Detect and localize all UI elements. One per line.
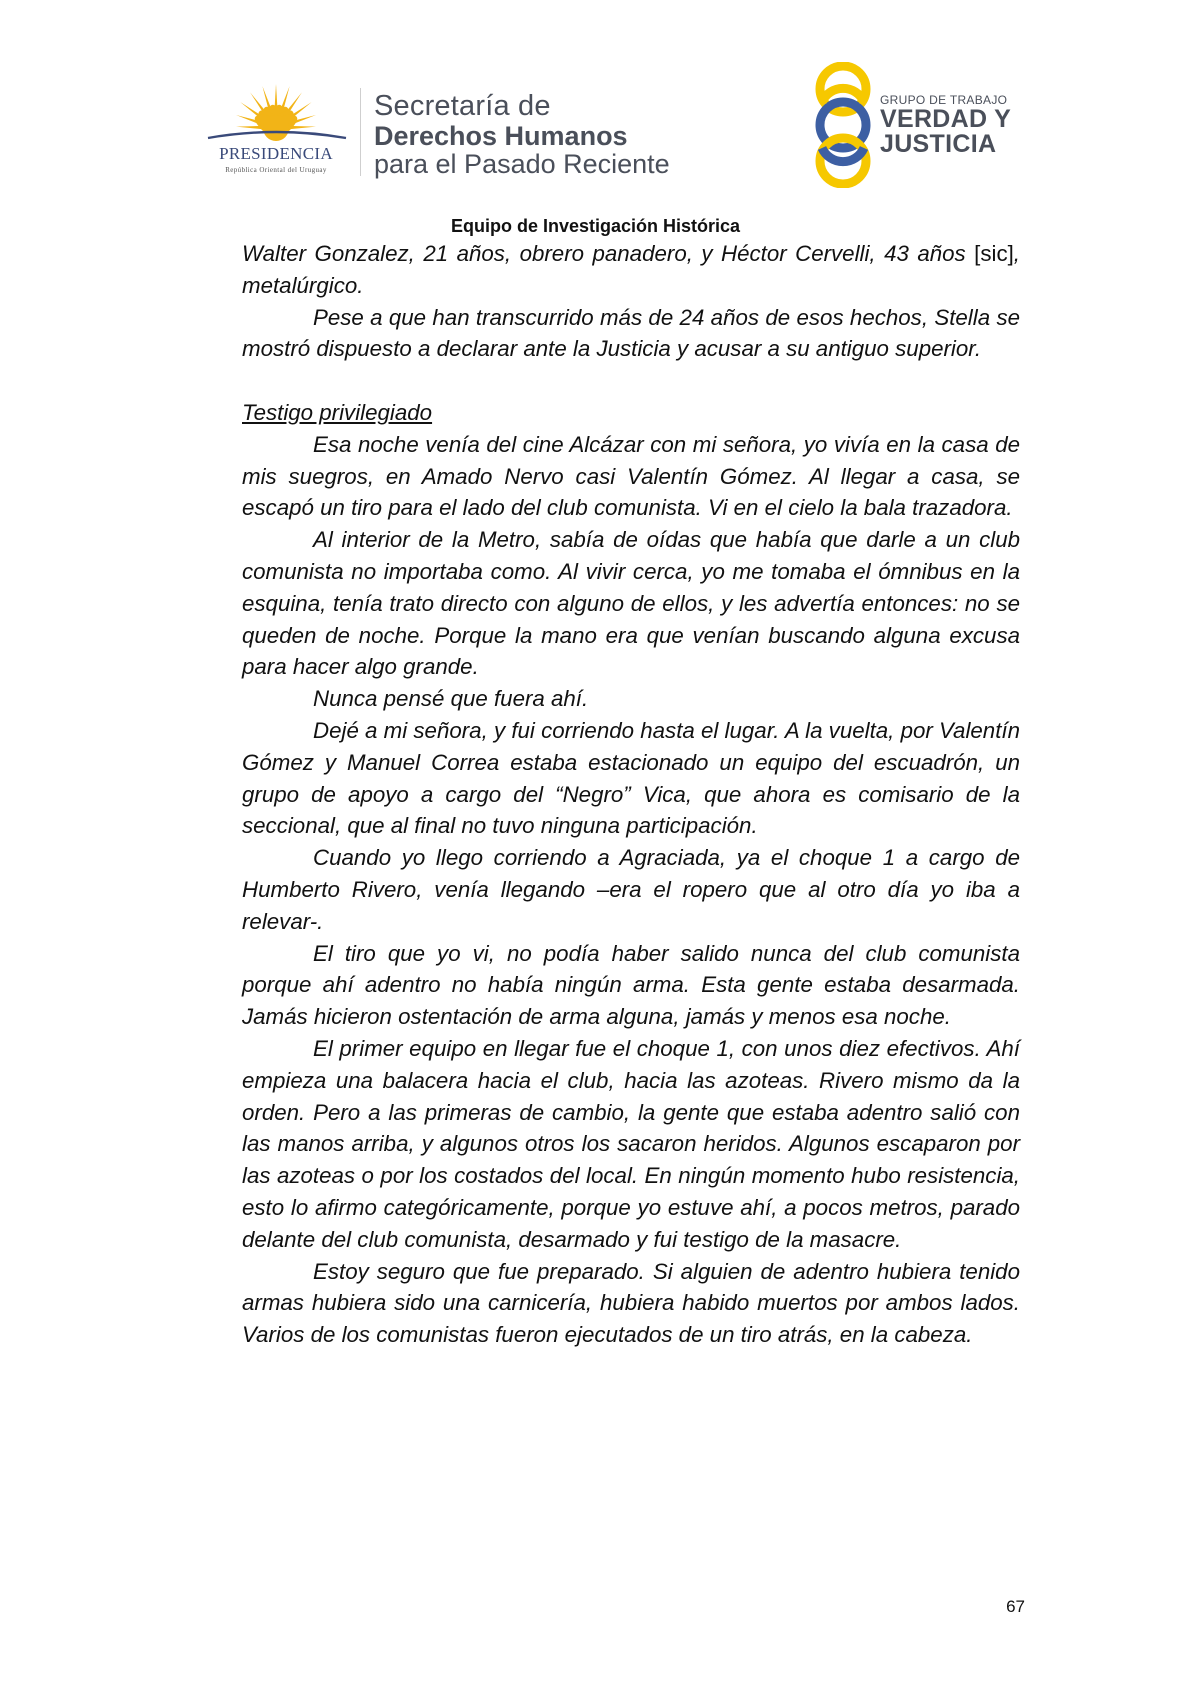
document-body [242, 238, 1020, 1351]
sun-emblem-icon [196, 82, 356, 146]
paragraph-7: Cuando yo llego corriendo a Agraciada, ya el choque 1 a cargo de Humberto Rivero, venía llegando –era el ropero que al otro día yo iba a relevar-. [242, 845, 1020, 934]
subheading [242, 397, 1020, 429]
paragraph-5: Nunca pensé que fuera ahí. [313, 686, 589, 712]
grupo-trabajo-text [880, 93, 1011, 157]
interlocked-rings-icon [808, 62, 878, 188]
paragraph-10: Estoy seguro que fue preparado. Si alguien de adentro hubiera tenido armas hubiera sido una carnicería, hubiera habido muertos por ambos lados. Varios de los comunistas fueron ejecutados de un tiro atrás, en la cabeza. [242, 1258, 1020, 1348]
secretaria-line1: Secretaría de [374, 90, 551, 122]
paragraph-8: El tiro que yo vi, no podía haber salido nunca del club comunista porque ahí adentro no había ningún arma. Esta gente estaba desarmada. Jamás hicieron ostentación de arma alguna, jamás y menos esa noche. [242, 940, 1020, 1030]
header-divider [360, 88, 361, 176]
paragraph-1-part1: Walter Gonzalez, 21 años, obrero panadero, y Héctor Cervelli, 43 años [242, 241, 975, 266]
grupo-trabajo-small: GRUPO DE TRABAJO [880, 93, 1008, 107]
paragraph-1-part2: , metalúrgico. [242, 241, 1020, 298]
grupo-trabajo-line1: VERDAD Y [880, 105, 1012, 133]
presidencia-name: PRESIDENCIA [219, 144, 333, 163]
subheading-text: Testigo privilegiado [242, 399, 433, 425]
paragraph-3: Esa noche venía del cine Alcázar con mi señora, yo vivía en la casa de mis suegros, en Amado Nervo casi Valentín Gómez. Al llegar a casa, se escapó un tiro para el lado del club comunista. Vi en el cielo la bala trazadora. [242, 431, 1020, 521]
paragraph-1 [242, 238, 1020, 302]
paragraph-4: Al interior de la Metro, sabía de oídas que había que darle a un club comunista no importaba como. Al vivir cerca, yo me tomaba el ómnibus en la esquina, tenía trato directo con alguno de ellos, y les advertía entonces: no se queden de noche. Porque la mano era que venían buscando alguna excusa para hacer algo grande. [242, 527, 1020, 680]
grupo-trabajo-line2: JUSTICIA [880, 130, 997, 158]
equipo-title: Equipo de Investigación Histórica [450, 216, 741, 236]
paragraph-6: Dejé a mi señora, y fui corriendo hasta el lugar. A la vuelta, por Valentín Gómez y Manuel Correa estaba estacionado un equipo del escuadrón, un grupo de apoyo a cargo del “Negro” Vica, que ahora es comisario de la seccional, que al final no tuvo ninguna participación. [242, 717, 1020, 839]
paragraph-9: El primer equipo en llegar fue el choque 1, con unos diez efectivos. Ahí empieza una balacera hacia el club, hacia las azoteas. Rivero mismo da la orden. Pero a las primeras de cambio, la gente que estaba adentro salió con las manos arriba, y algunos otros los sacaron heridos. Algunos escaparon por las azoteas o por los costados del local. En ningún momento hubo resistencia, esto lo afirmo categóricamente, porque yo estuve ahí, a pocos metros, parado delante del club comunista, desarmado y fui testigo de la masacre. [242, 1035, 1020, 1252]
page-header [0, 0, 1191, 210]
secretaria-logotype [374, 90, 670, 178]
paragraph-2: Pese a que han transcurrido más de 24 años de esos hechos, Stella se mostró dispuesto a declarar ante la Justicia y acusar a su antiguo superior. [242, 304, 1020, 362]
secretaria-line3: para el Pasado Reciente [374, 149, 670, 179]
secretaria-line2: Derechos Humanos [374, 121, 628, 151]
blank-line [242, 365, 1020, 397]
grupo-trabajo-logo [808, 62, 1018, 188]
presidencia-logo [196, 82, 356, 182]
presidencia-subtitle: República Oriental del Uruguay [225, 166, 327, 174]
sic-marker: [sic] [974, 241, 1014, 266]
page-number: 67 [1006, 1597, 1025, 1616]
